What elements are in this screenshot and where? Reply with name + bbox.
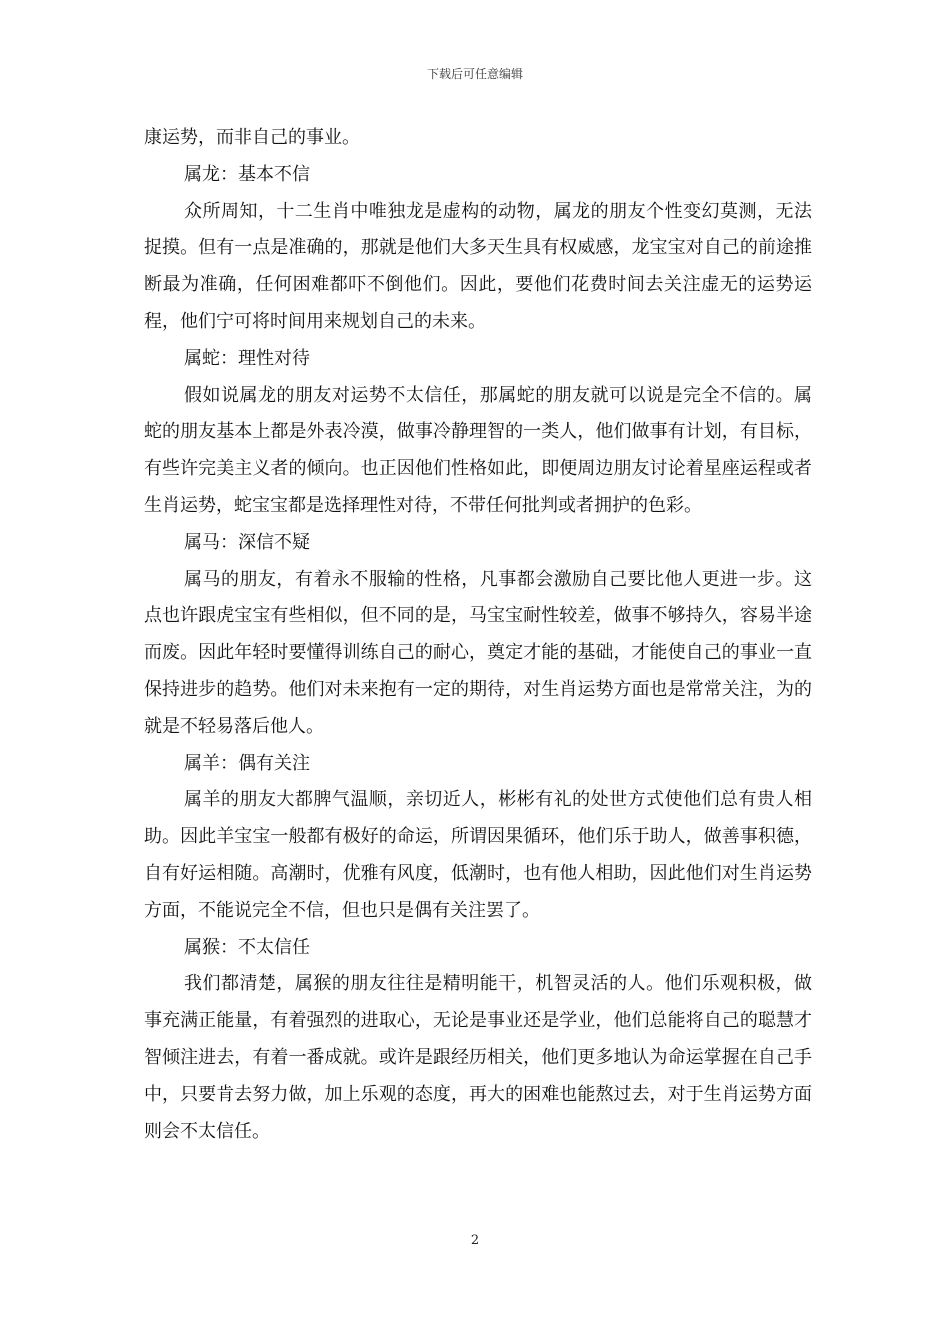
paragraph-snake: 假如说属龙的朋友对运势不太信任，那属蛇的朋友就可以说是完全不信的。属蛇的朋友基本上都是外表冷漠，做事冷静理智的一类人，他们做事有计划，有目标，有些许完美主义者的倾向。也正因他们性格如此，即便周边朋友讨论着星座运程或者生肖运势，蛇宝宝都是选择理性对待，不带任何批判或者拥护的色彩。 (144, 384, 812, 516)
paragraph-monkey: 我们都清楚，属猴的朋友往往是精明能干，机智灵活的人。他们乐观积极，做事充满正能量，有着强烈的进取心，无论是事业还是学业，他们总能将自己的聪慧才智倾注进去，有着一番成就。或许是跟经历相关，他们更多地认为命运掌握在自己手中，只要肯去努力做，加上乐观的态度，再大的困难也能熬过去，对于生肖运势方面则会不太信任。 (144, 973, 812, 1142)
section-heading-dragon: 属龙：基本不信 (184, 163, 310, 185)
section-heading-snake: 属蛇：理性对待 (184, 347, 310, 369)
page-number: 2 (470, 1233, 480, 1248)
page-header: 下载后可任意编辑 (426, 67, 523, 81)
section-heading-monkey: 属猴：不太信任 (184, 936, 310, 958)
paragraph-goat: 属羊的朋友大都脾气温顺，亲切近人，彬彬有礼的处世方式使他们总有贵人相助。因此羊宝宝一般都有极好的命运，所谓因果循环，他们乐于助人，做善事积德，自有好运相随。高潮时，优雅有风度，低潮时，也有他人相助，因此他们对生肖运势方面，不能说完全不信，但也只是偶有关注罢了。 (144, 789, 812, 921)
paragraph-continuation: 康运势，而非自己的事业。 (144, 127, 360, 148)
section-heading-horse: 属马：深信不疑 (184, 531, 310, 553)
paragraph-dragon: 众所周知，十二生肖中唯独龙是虚构的动物，属龙的朋友个性变幻莫测，无法捉摸。但有一点是准确的，那就是他们大多天生具有权威感，龙宝宝对自己的前途推断最为准确，任何困难都吓不倒他们。因此，要他们花费时间去关注虚无的运势运程，他们宁可将时间用来规划自己的未来。 (144, 200, 812, 332)
paragraph-horse: 属马的朋友，有着永不服输的性格，凡事都会激励自己要比他人更进一步。这点也许跟虎宝宝有些相似，但不同的是，马宝宝耐性较差，做事不够持久，容易半途而废。因此年轻时要懂得训练自己的耐心，奠定才能的基础，才能使自己的事业一直保持进步的趋势。他们对未来抱有一定的期待，对生肖运势方面也是常常关注，为的就是不轻易落后他人。 (144, 568, 812, 737)
document-body (144, 120, 812, 1150)
section-heading-goat: 属羊：偶有关注 (184, 752, 310, 774)
